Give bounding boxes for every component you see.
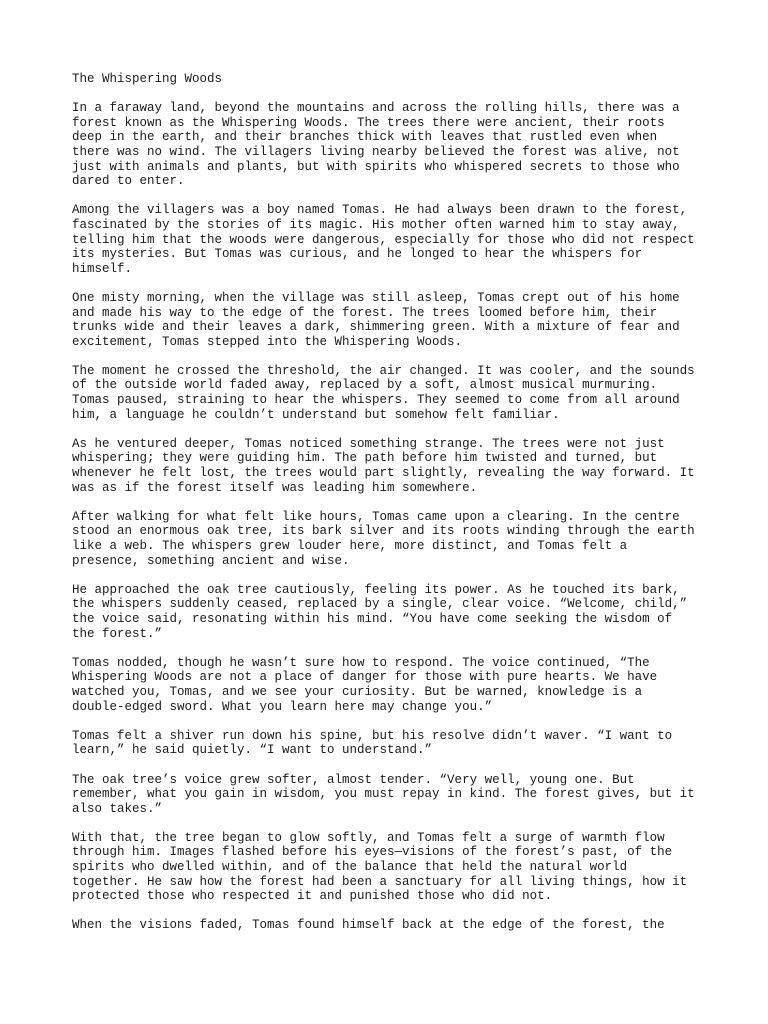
paragraph: He approached the oak tree cautiously, feeling its power. As he touched its bark, the whispers suddenly ceased, replaced by a single, clear voice. “Welcome, child,” the voice said, resonating within his mind. “You have come seeking the wisdom of the forest.”	[72, 582, 688, 641]
paragraph: The moment he crossed the threshold, the air changed. It was cooler, and the sounds of the outside world faded away, replaced by a soft, almost musical murmuring. Tomas paused, straining to hear the whispers. They seemed to come from all around him, a language he couldn’t understand but somehow felt familiar.	[72, 363, 695, 422]
paragraph: Tomas felt a shiver run down his spine, but his resolve didn’t waver. “I want to learn,” he said quietly. “I want to understand.”	[72, 728, 673, 758]
paragraph: Tomas nodded, though he wasn’t sure how to respond. The voice continued, “The Whispering Woods are not a place of danger for those with pure hearts. We have watched you, Tomas, and we see your curiosity. But be warned, knowledge is a double-edged sword. What you learn here may change you.”	[72, 655, 658, 714]
paragraph: When the visions faded, Tomas found himself back at the edge of the forest, the	[72, 918, 665, 933]
paragraph: After walking for what felt like hours, Tomas came upon a clearing. In the centre stood an enormous oak tree, its bark silver and its roots winding through the earth like a web. The whispers grew louder here, more distinct, and Tomas felt a presence, something ancient and wise.	[72, 509, 695, 568]
paragraph: In a faraway land, beyond the mountains and across the rolling hills, there was a forest known as the Whispering Woods. The trees there were ancient, their roots deep in the earth, and their branches thick with leaves that rustled even when there was no wind. The villagers living nearby believed the forest was alive, not just with animals and plants, but with spirits who whispered secrets to those who dared to enter.	[72, 101, 680, 189]
paragraph: One misty morning, when the village was still asleep, Tomas crept out of his home and made his way to the edge of the forest. The trees loomed before him, their trunks wide and their leaves a dark, shimmering green. With a mixture of fear and excitement, Tomas stepped into the Whispering Woods.	[72, 290, 680, 349]
paragraph: Among the villagers was a boy named Tomas. He had always been drawn to the forest, fascinated by the stories of its magic. His mother often warned him to stay away, telling him that the woods were dangerous, especially for those who did not respect its mysteries. But Tomas was curious, and he longed to hear the whispers for himself.	[72, 203, 695, 276]
paragraph: With that, the tree began to glow softly, and Tomas felt a surge of warmth flow through him. Images flashed before his eyes—visions of the forest’s past, of the spirits who dwelled within, and of the balance that held the natural world together. He saw how the forest had been a sanctuary for all living things, how it protected those who respected it and punished those who did not.	[72, 830, 688, 904]
paragraph: The oak tree’s voice grew softer, almost tender. “Very well, young one. But remember, what you gain in wisdom, you must repay in kind. The forest gives, but it also takes.”	[72, 772, 695, 816]
document-page	[72, 72, 712, 948]
paragraph: As he ventured deeper, Tomas noticed something strange. The trees were not just whispering; they were guiding him. The path before him twisted and turned, but whenever he felt lost, the trees would part slightly, revealing the way forward. It was as if the forest itself was leading him somewhere.	[72, 436, 695, 495]
document-title: The Whispering Woods	[72, 72, 223, 86]
